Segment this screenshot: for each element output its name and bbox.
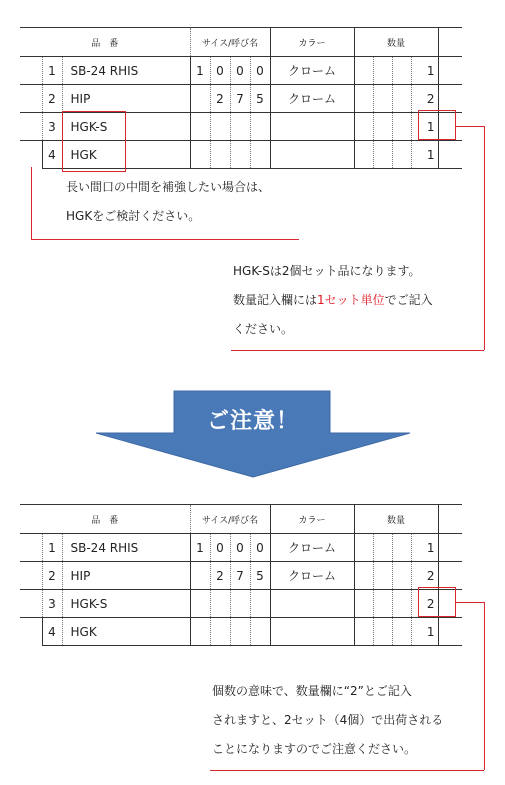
row-tail [438,534,462,562]
qty-blank [373,590,392,618]
row-number: 4 [42,618,62,646]
row-blank [20,562,42,590]
table-row [20,85,462,113]
color-value: クローム [270,534,354,562]
size-digit [210,590,230,618]
qty-blank [354,57,373,85]
size-digit [190,618,210,646]
callout-line [484,602,485,770]
header-blank [438,28,462,57]
size-digit [210,618,230,646]
row-blank [20,534,42,562]
size-digit [190,590,210,618]
size-digit: 0 [210,534,230,562]
size-digit: 7 [230,562,250,590]
note-text: でご記入 [384,293,433,307]
row-tail [438,85,462,113]
note-line: ください。 [233,322,294,336]
table-row [20,618,462,646]
quantity-value: 1 [411,113,438,141]
size-digit [250,113,270,141]
product-code: HGK [62,141,190,169]
callout-line [456,602,484,603]
row-tail [438,57,462,85]
row-tail [438,141,462,169]
note-hgk [66,173,270,231]
qty-blank [392,85,411,113]
table-row [20,590,462,618]
size-digit: 5 [250,562,270,590]
qty-blank [373,141,392,169]
row-number: 3 [42,590,62,618]
qty-blank [354,141,373,169]
callout-line [231,350,484,351]
qty-blank [373,562,392,590]
product-code: HGK [62,618,190,646]
size-digit: 0 [230,57,250,85]
row-number: 3 [42,113,62,141]
qty-blank [373,618,392,646]
qty-blank [392,534,411,562]
qty-blank [354,85,373,113]
size-digit: 2 [210,562,230,590]
header-qty: 数量 [354,505,438,534]
header-color: カラー [270,28,354,57]
quantity-value: 2 [411,562,438,590]
qty-blank [392,618,411,646]
highlight-hgks-qty [418,587,456,617]
header-color: カラー [270,505,354,534]
note-caution [212,677,443,764]
size-digit: 0 [250,534,270,562]
header-size: サイス/呼び名 [190,505,270,534]
color-value: クローム [270,85,354,113]
product-code: HGK-S [62,113,190,141]
qty-blank [354,534,373,562]
caution-arrow [95,390,411,478]
product-code: HIP [62,85,190,113]
quantity-value: 1 [411,618,438,646]
qty-blank [373,534,392,562]
qty-blank [354,113,373,141]
qty-blank [373,85,392,113]
size-digit [230,113,250,141]
size-digit: 2 [210,85,230,113]
size-digit: 0 [210,57,230,85]
row-blank [20,590,42,618]
size-digit: 5 [250,85,270,113]
size-digit: 7 [230,85,250,113]
caution-label: ご注意！ [206,409,299,434]
row-tail [438,562,462,590]
qty-blank [392,562,411,590]
row-blank [20,141,42,169]
size-digit [190,562,210,590]
size-digit [230,618,250,646]
quantity-value: 2 [411,85,438,113]
qty-blank [373,113,392,141]
highlight-hgks-qty [418,110,456,140]
header-size: サイス/呼び名 [190,28,270,57]
qty-blank [373,57,392,85]
row-blank [20,57,42,85]
size-digit [190,113,210,141]
qty-blank [392,113,411,141]
order-table-2 [20,504,462,646]
note-text: 数量記入欄には [233,293,318,307]
table-header-row [20,505,462,534]
note-line: HGK-Sは2個セット品になります。 [233,264,421,278]
note-line: 個数の意味で、数量欄に“2”とご記入 [212,684,412,698]
row-number: 2 [42,562,62,590]
row-number: 1 [42,57,62,85]
note-line [233,286,433,315]
row-number: 2 [42,85,62,113]
size-digit [230,590,250,618]
qty-blank [392,57,411,85]
size-digit: 1 [190,534,210,562]
size-digit [250,590,270,618]
callout-line [31,167,32,239]
note-line: ことになりますのでご注意ください。 [212,742,417,756]
color-value: クローム [270,57,354,85]
row-blank [20,113,42,141]
row-number: 4 [42,141,62,169]
size-digit [190,141,210,169]
qty-blank [392,141,411,169]
row-blank [20,85,42,113]
quantity-value: 1 [411,141,438,169]
size-digit [250,618,270,646]
table-header-row [20,28,462,57]
header-hinban: 品 番 [20,505,190,534]
product-code: SB-24 RHIS [62,534,190,562]
product-code: HGK-S [62,590,190,618]
size-digit [210,141,230,169]
qty-blank [392,590,411,618]
color-value [270,141,354,169]
color-value [270,618,354,646]
quantity-value: 1 [411,534,438,562]
color-value [270,590,354,618]
header-blank [438,505,462,534]
callout-line [484,126,485,350]
color-value [270,113,354,141]
note-line: されますと、2セット（4個）で出荷される [212,713,444,727]
size-digit: 0 [250,57,270,85]
table-row [20,562,462,590]
highlight-hgk-group [62,111,126,172]
callout-line [31,239,299,240]
note-line: HGKをご検討ください。 [66,209,201,223]
header-qty: 数量 [354,28,438,57]
row-tail [438,618,462,646]
size-digit: 1 [190,57,210,85]
callout-line [456,126,484,127]
size-digit [230,141,250,169]
table-row [20,534,462,562]
product-code: HIP [62,562,190,590]
size-digit [190,85,210,113]
quantity-value: 1 [411,57,438,85]
table-row [20,57,462,85]
qty-blank [354,590,373,618]
header-hinban: 品 番 [20,28,190,57]
product-code: SB-24 RHIS [62,57,190,85]
row-number: 1 [42,534,62,562]
size-digit: 0 [230,534,250,562]
size-digit [210,113,230,141]
color-value: クローム [270,562,354,590]
row-blank [20,618,42,646]
note-line: 長い間口の中間を補強したい場合は、 [66,180,271,194]
quantity-value: 2 [411,590,438,618]
note-emphasis: 1セット単位 [317,293,385,307]
qty-blank [354,562,373,590]
note-hgks-set [233,257,433,344]
qty-blank [354,618,373,646]
size-digit [250,141,270,169]
callout-line [210,770,484,771]
